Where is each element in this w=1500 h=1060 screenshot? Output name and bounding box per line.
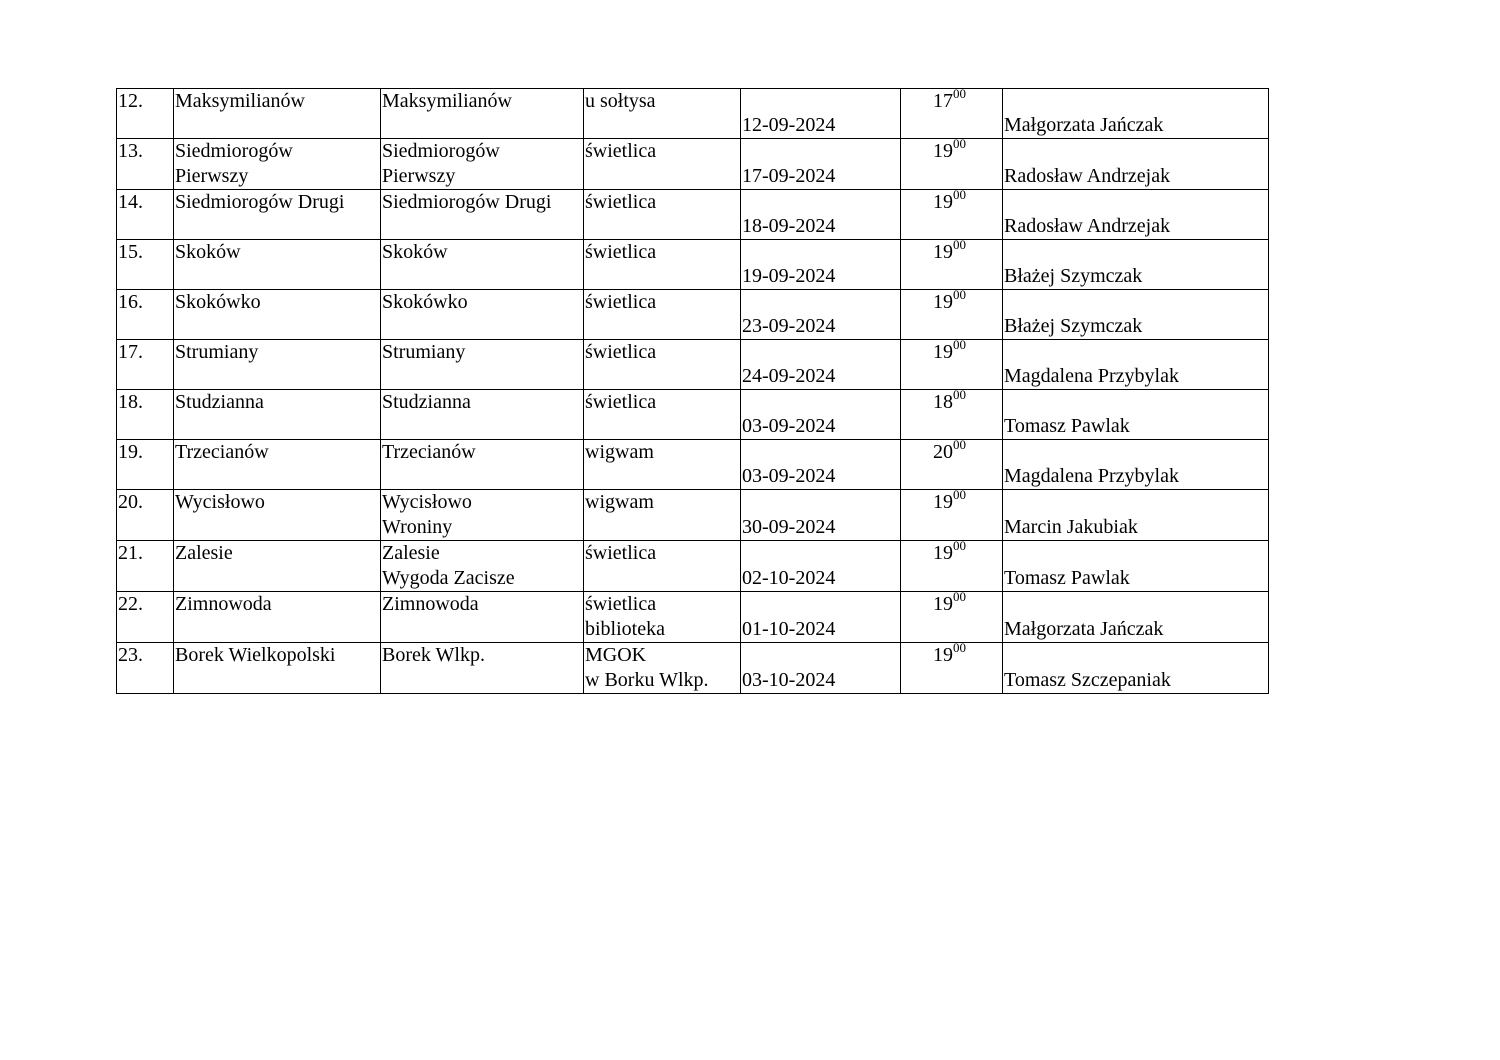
row-number-cell — [117, 290, 174, 340]
responsible-person: Tomasz Pawlak — [1004, 415, 1130, 437]
solectwo-name: Siedmiorogów — [175, 140, 293, 162]
date-cell — [741, 541, 901, 592]
solectwo-cell — [174, 592, 381, 643]
row-number-cell — [117, 340, 174, 390]
village-name: Trzecianów — [382, 441, 476, 463]
meeting-hour: 19 — [933, 241, 953, 263]
person-cell — [1003, 541, 1269, 592]
row-number: 21. — [118, 542, 143, 564]
person-cell — [1003, 240, 1269, 290]
row-number: 14. — [118, 191, 143, 213]
meeting-minutes: 00 — [953, 339, 966, 352]
solectwo-cell — [174, 89, 381, 139]
row-number: 22. — [118, 593, 143, 615]
meeting-time — [902, 340, 1002, 365]
date-cell — [741, 139, 901, 190]
venue-name: świetlica — [585, 191, 657, 213]
meeting-minutes: 00 — [953, 591, 966, 604]
time-cell — [901, 541, 1003, 592]
date-cell — [741, 290, 901, 340]
date-cell — [741, 592, 901, 643]
venue-cell — [584, 643, 741, 694]
solectwo-cell — [174, 390, 381, 440]
time-cell — [901, 89, 1003, 139]
person-cell — [1003, 592, 1269, 643]
meeting-schedule-table — [116, 88, 1269, 694]
meeting-minutes: 00 — [953, 138, 966, 151]
solectwo-cell — [174, 440, 381, 490]
village-cell — [381, 541, 584, 592]
time-cell — [901, 190, 1003, 240]
responsible-person: Tomasz Szczepaniak — [1004, 669, 1171, 691]
venue-cell — [584, 290, 741, 340]
responsible-person: Błażej Szymczak — [1004, 315, 1143, 337]
meeting-time — [902, 390, 1002, 415]
row-number-cell — [117, 643, 174, 694]
village-name: Maksymilianów — [382, 90, 512, 112]
person-cell — [1003, 440, 1269, 490]
meeting-date: 19-09-2024 — [742, 265, 836, 287]
meeting-time — [902, 541, 1002, 566]
person-cell — [1003, 340, 1269, 390]
village-cell — [381, 643, 584, 694]
venue-name: świetlica — [585, 391, 657, 413]
row-number-cell — [117, 541, 174, 592]
solectwo-name: Wycisłowo — [175, 491, 265, 513]
meeting-minutes: 00 — [953, 189, 966, 202]
time-cell — [901, 440, 1003, 490]
meeting-time — [902, 440, 1002, 465]
date-cell — [741, 490, 901, 541]
date-cell — [741, 390, 901, 440]
time-cell — [901, 490, 1003, 541]
meeting-time — [902, 139, 1002, 164]
meeting-minutes: 00 — [953, 540, 966, 553]
row-number-cell — [117, 490, 174, 541]
solectwo-name: Zimnowoda — [175, 593, 272, 615]
row-number: 15. — [118, 241, 143, 263]
time-cell — [901, 340, 1003, 390]
person-cell — [1003, 490, 1269, 541]
solectwo-cell — [174, 490, 381, 541]
village-name: Wroniny — [382, 516, 453, 538]
village-name: Skokówko — [382, 291, 468, 313]
village-cell — [381, 190, 584, 240]
venue-cell — [584, 190, 741, 240]
date-cell — [741, 440, 901, 490]
meeting-minutes: 00 — [953, 239, 966, 252]
row-number: 20. — [118, 491, 143, 513]
row-number: 17. — [118, 341, 143, 363]
venue-cell — [584, 139, 741, 190]
venue-cell — [584, 541, 741, 592]
solectwo-name: Pierwszy — [175, 165, 249, 187]
meeting-minutes: 00 — [953, 489, 966, 502]
meeting-date: 03-09-2024 — [742, 465, 836, 487]
responsible-person: Małgorzata Jańczak — [1004, 618, 1164, 640]
solectwo-name: Strumiany — [175, 341, 259, 363]
table-row — [117, 340, 1269, 390]
table-row — [117, 541, 1269, 592]
meeting-hour: 19 — [933, 593, 953, 615]
table-row — [117, 190, 1269, 240]
meeting-minutes: 00 — [953, 439, 966, 452]
person-cell — [1003, 643, 1269, 694]
solectwo-name: Siedmiorogów Drugi — [175, 191, 345, 213]
venue-name: biblioteka — [585, 618, 665, 640]
village-cell — [381, 390, 584, 440]
village-name: Pierwszy — [382, 165, 456, 187]
meeting-minutes: 00 — [953, 88, 966, 101]
person-cell — [1003, 190, 1269, 240]
table-row — [117, 390, 1269, 440]
village-name: Zimnowoda — [382, 593, 479, 615]
village-name: Studzianna — [382, 391, 471, 413]
row-number-cell — [117, 89, 174, 139]
solectwo-cell — [174, 290, 381, 340]
village-cell — [381, 89, 584, 139]
responsible-person: Małgorzata Jańczak — [1004, 114, 1164, 136]
row-number: 13. — [118, 140, 143, 162]
village-cell — [381, 440, 584, 490]
village-name: Siedmiorogów — [382, 140, 500, 162]
solectwo-name: Studzianna — [175, 391, 264, 413]
person-cell — [1003, 139, 1269, 190]
responsible-person: Magdalena Przybylak — [1004, 365, 1179, 387]
table-row — [117, 89, 1269, 139]
solectwo-name: Skoków — [175, 241, 241, 263]
meeting-hour: 19 — [933, 291, 953, 313]
row-number-cell — [117, 592, 174, 643]
row-number: 23. — [118, 644, 143, 666]
table-row — [117, 240, 1269, 290]
date-cell — [741, 340, 901, 390]
venue-cell — [584, 340, 741, 390]
table-row — [117, 490, 1269, 541]
date-cell — [741, 643, 901, 694]
table-row — [117, 440, 1269, 490]
responsible-person: Marcin Jakubiak — [1004, 516, 1138, 538]
date-cell — [741, 89, 901, 139]
solectwo-name: Trzecianów — [175, 441, 269, 463]
responsible-person: Magdalena Przybylak — [1004, 465, 1179, 487]
village-cell — [381, 592, 584, 643]
meeting-time — [902, 190, 1002, 215]
venue-name: świetlica — [585, 140, 657, 162]
schedule-table-body — [117, 89, 1269, 694]
row-number-cell — [117, 440, 174, 490]
meeting-time — [902, 89, 1002, 114]
row-number: 18. — [118, 391, 143, 413]
responsible-person: Tomasz Pawlak — [1004, 567, 1130, 589]
solectwo-name: Borek Wielkopolski — [175, 644, 336, 666]
village-name: Zalesie — [382, 542, 440, 564]
venue-cell — [584, 89, 741, 139]
meeting-time — [902, 240, 1002, 265]
table-row — [117, 139, 1269, 190]
solectwo-cell — [174, 190, 381, 240]
row-number-cell — [117, 190, 174, 240]
row-number: 16. — [118, 291, 143, 313]
table-row — [117, 290, 1269, 340]
responsible-person: Radosław Andrzejak — [1004, 215, 1171, 237]
meeting-date: 01-10-2024 — [742, 618, 836, 640]
venue-cell — [584, 592, 741, 643]
time-cell — [901, 240, 1003, 290]
time-cell — [901, 592, 1003, 643]
solectwo-name: Zalesie — [175, 542, 233, 564]
table-row — [117, 643, 1269, 694]
meeting-hour: 17 — [933, 90, 953, 112]
venue-name: w Borku Wlkp. — [585, 669, 709, 691]
solectwo-cell — [174, 139, 381, 190]
village-name: Strumiany — [382, 341, 466, 363]
meeting-hour: 19 — [933, 542, 953, 564]
time-cell — [901, 390, 1003, 440]
meeting-date: 03-10-2024 — [742, 669, 836, 691]
village-cell — [381, 290, 584, 340]
row-number-cell — [117, 240, 174, 290]
meeting-date: 18-09-2024 — [742, 215, 836, 237]
venue-cell — [584, 390, 741, 440]
venue-name: u sołtysa — [585, 90, 656, 112]
meeting-hour: 19 — [933, 491, 953, 513]
village-name: Wygoda Zacisze — [382, 567, 515, 589]
village-cell — [381, 240, 584, 290]
venue-cell — [584, 490, 741, 541]
meeting-hour: 19 — [933, 341, 953, 363]
date-cell — [741, 240, 901, 290]
meeting-date: 12-09-2024 — [742, 114, 836, 136]
meeting-date: 17-09-2024 — [742, 165, 836, 187]
meeting-minutes: 00 — [953, 389, 966, 402]
meeting-hour: 18 — [933, 391, 953, 413]
meeting-time — [902, 290, 1002, 315]
village-name: Borek Wlkp. — [382, 644, 485, 666]
responsible-person: Radosław Andrzejak — [1004, 165, 1171, 187]
person-cell — [1003, 390, 1269, 440]
village-cell — [381, 340, 584, 390]
solectwo-cell — [174, 340, 381, 390]
person-cell — [1003, 89, 1269, 139]
date-cell — [741, 190, 901, 240]
meeting-time — [902, 643, 1002, 668]
village-cell — [381, 490, 584, 541]
meeting-date: 02-10-2024 — [742, 567, 836, 589]
meeting-date: 30-09-2024 — [742, 516, 836, 538]
village-name: Skoków — [382, 241, 448, 263]
solectwo-cell — [174, 240, 381, 290]
venue-name: MGOK — [585, 644, 647, 666]
row-number-cell — [117, 390, 174, 440]
row-number: 12. — [118, 90, 143, 112]
venue-name: świetlica — [585, 593, 657, 615]
row-number: 19. — [118, 441, 143, 463]
solectwo-name: Maksymilianów — [175, 90, 305, 112]
time-cell — [901, 290, 1003, 340]
meeting-date: 24-09-2024 — [742, 365, 836, 387]
person-cell — [1003, 290, 1269, 340]
solectwo-cell — [174, 541, 381, 592]
venue-name: świetlica — [585, 241, 657, 263]
meeting-time — [902, 592, 1002, 617]
row-number-cell — [117, 139, 174, 190]
meeting-hour: 20 — [933, 441, 953, 463]
responsible-person: Błażej Szymczak — [1004, 265, 1143, 287]
venue-cell — [584, 440, 741, 490]
meeting-minutes: 00 — [953, 289, 966, 302]
meeting-time — [902, 490, 1002, 515]
village-name: Siedmiorogów Drugi — [382, 191, 552, 213]
meeting-date: 03-09-2024 — [742, 415, 836, 437]
solectwo-name: Skokówko — [175, 291, 261, 313]
village-cell — [381, 139, 584, 190]
meeting-hour: 19 — [933, 140, 953, 162]
venue-name: wigwam — [585, 491, 654, 513]
venue-name: świetlica — [585, 542, 657, 564]
meeting-date: 23-09-2024 — [742, 315, 836, 337]
venue-name: świetlica — [585, 341, 657, 363]
solectwo-cell — [174, 643, 381, 694]
time-cell — [901, 643, 1003, 694]
venue-name: wigwam — [585, 441, 654, 463]
time-cell — [901, 139, 1003, 190]
village-name: Wycisłowo — [382, 491, 472, 513]
venue-cell — [584, 240, 741, 290]
meeting-minutes: 00 — [953, 642, 966, 655]
table-row — [117, 592, 1269, 643]
meeting-hour: 19 — [933, 191, 953, 213]
meeting-hour: 19 — [933, 644, 953, 666]
venue-name: świetlica — [585, 291, 657, 313]
